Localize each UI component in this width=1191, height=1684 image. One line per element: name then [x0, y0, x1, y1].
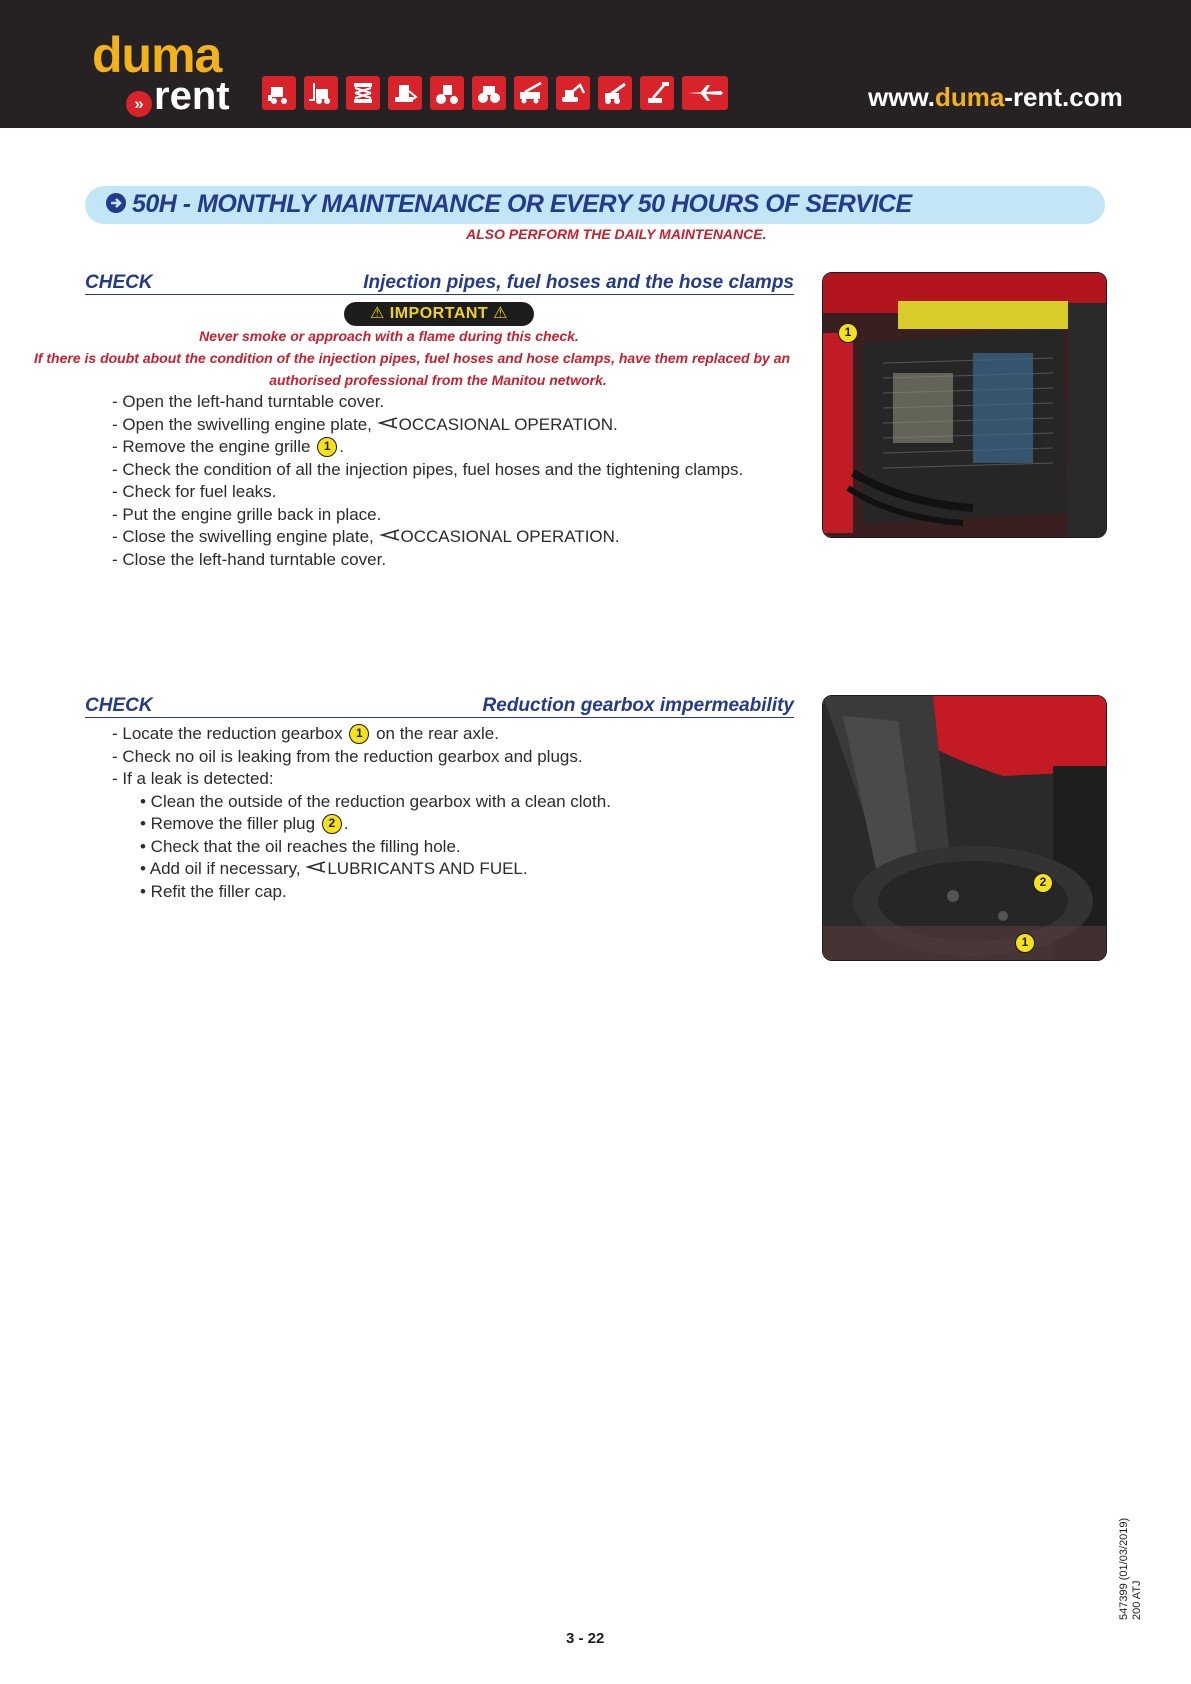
list-item: - Close the left-hand turntable cover.: [112, 549, 387, 569]
check2-steps: [112, 723, 611, 903]
callout-badge: 1: [349, 724, 369, 744]
list-item: - If a leak is detected:: [112, 769, 274, 788]
list-item: - Check the condition of all the injection pipes, fuel hoses and the tightening clamps.: [112, 459, 744, 479]
gearbox-photo: [822, 695, 1107, 961]
check1-title: Injection pipes, fuel hoses and the hose clamps: [363, 272, 794, 293]
scissor-lift-icon: [346, 76, 380, 110]
document-reference: 547399 (01/03/2019) 200 ATJ: [1118, 1517, 1143, 1620]
check2-header: [85, 691, 794, 718]
check1-label: CHECK: [85, 272, 153, 293]
section-subtitle: ALSO PERFORM THE DAILY MAINTENANCE.: [466, 226, 767, 242]
plane-icon: [682, 76, 728, 110]
check2-label: CHECK: [85, 695, 153, 716]
tractor-icon: [430, 76, 464, 110]
list-item: - Open the left-hand turntable cover.: [112, 392, 385, 411]
skid-steer-icon: [262, 76, 296, 110]
forklift-icon: [304, 76, 338, 110]
photo2-callout-2: 2: [1033, 873, 1053, 893]
list-item: - Locate the reduction gearbox 1 on the rear axle.: [112, 724, 499, 743]
mini-loader-icon: [388, 76, 422, 110]
compactor-icon: [472, 76, 506, 110]
return-arrow-icon: [105, 192, 127, 214]
list-item: - Check for fuel leaks.: [112, 482, 277, 501]
telehandler-icon: [598, 76, 632, 110]
list-item: - Remove the engine grille 1 .: [112, 437, 344, 456]
boom-lift-icon: [640, 76, 674, 110]
machine-icons-strip: [262, 76, 728, 110]
photo1-callout-1: 1: [838, 323, 858, 343]
reference-arrow-icon: [379, 528, 401, 542]
logo-duma-text: duma: [92, 27, 222, 83]
list-item: - Check no oil is leaking from the reduction gearbox and plugs.: [112, 746, 583, 766]
excavator-icon: [556, 76, 590, 110]
list-item: • Refit the filler cap.: [140, 881, 287, 901]
list-item: • Remove the filler plug 2 .: [140, 814, 349, 833]
warning-line-2: If there is doubt about the condition of the injection pipes, fuel hoses and hose clamps, have them replaced by an: [33, 350, 791, 366]
list-item: • Check that the oil reaches the filling hole.: [140, 836, 461, 856]
check2-title: Reduction gearbox impermeability: [482, 695, 794, 716]
website-link[interactable]: www.duma-rent.com: [868, 82, 1123, 112]
check1-steps: [112, 391, 743, 571]
reference-arrow-icon: [305, 860, 327, 874]
logo-arrows-icon: »: [126, 91, 152, 117]
photo2-callout-1: 1: [1015, 933, 1035, 953]
callout-badge: 1: [317, 437, 337, 457]
page-number: 3 - 22: [566, 1630, 605, 1647]
check1-header: [85, 268, 794, 295]
warning-line-3: authorised professional from the Manitou network.: [269, 372, 607, 388]
logo-rent-text: rent: [154, 74, 230, 118]
important-badge: ⚠ IMPORTANT ⚠: [344, 302, 534, 326]
warning-line-1: Never smoke or approach with a flame during this check.: [199, 328, 579, 344]
truck-crane-icon: [514, 76, 548, 110]
section-title: 50H - MONTHLY MAINTENANCE OR EVERY 50 HOURS OF SERVICE: [132, 190, 912, 218]
callout-badge: 2: [322, 814, 342, 834]
list-item: • Clean the outside of the reduction gearbox with a clean cloth.: [140, 791, 611, 811]
reference-arrow-icon: [377, 416, 399, 430]
list-item: • Add oil if necessary, LUBRICANTS AND FUEL.: [140, 859, 528, 878]
list-item: - Put the engine grille back in place.: [112, 504, 382, 524]
list-item: - Open the swivelling engine plate, OCCASIONAL OPERATION.: [112, 414, 618, 434]
list-item: - Close the swivelling engine plate, OCCASIONAL OPERATION.: [112, 527, 620, 546]
engine-grille-photo: [822, 272, 1107, 538]
